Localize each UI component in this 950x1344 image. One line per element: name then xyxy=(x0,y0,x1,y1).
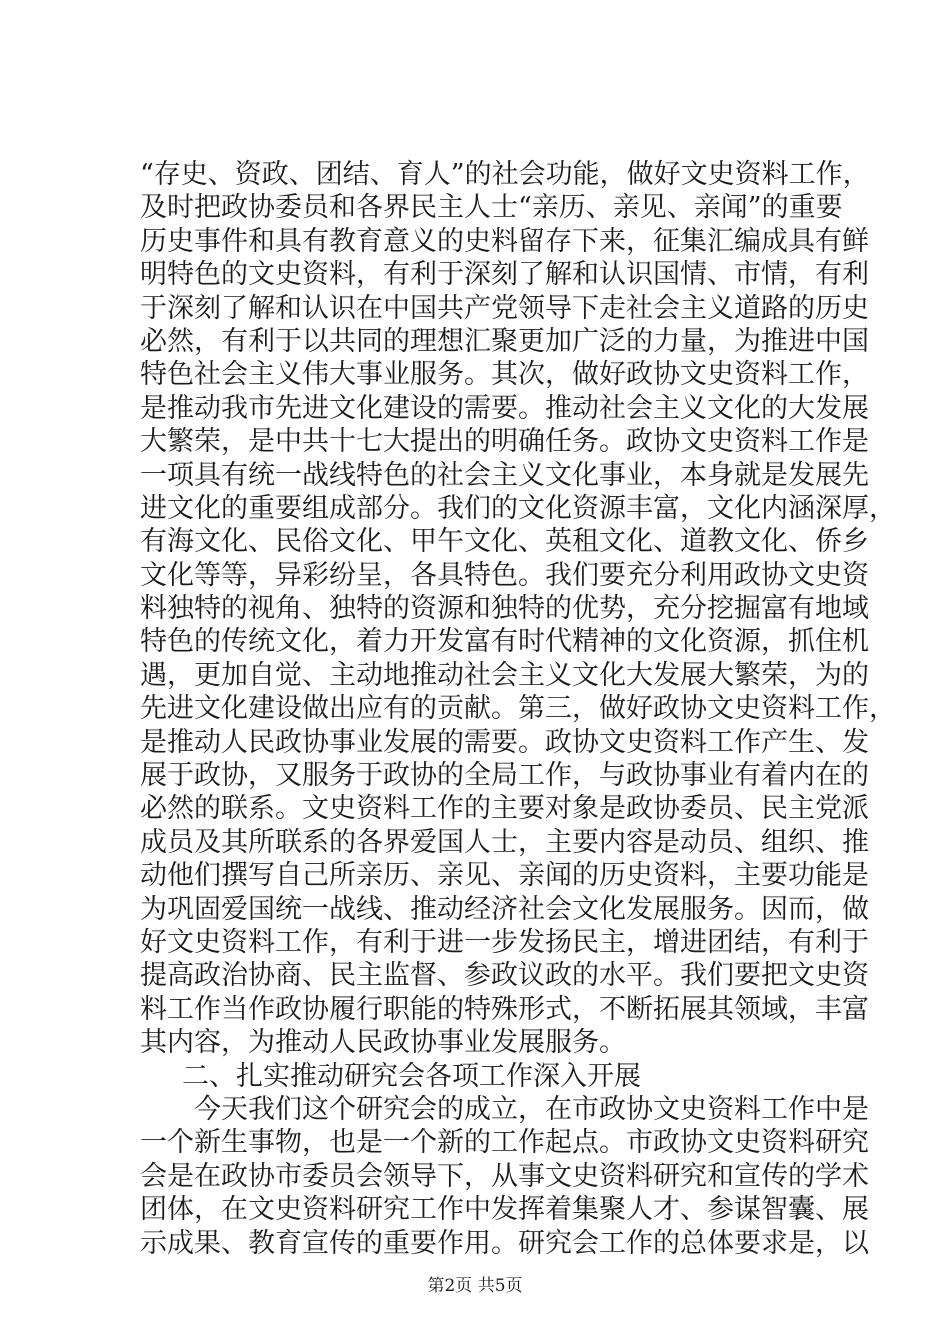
text-line: 提高政治协商、民主监督、参政议政的水平。我们要把文史资 xyxy=(140,960,869,992)
text-line: 一个新生事物，也是一个新的工作起点。市政协文史资料研究 xyxy=(140,1127,869,1159)
text-line: 示成果、教育宣传的重要作用。研究会工作的总体要求是，以 xyxy=(140,1227,869,1259)
text-line: 是推动人民政协事业发展的需要。政协文史资料工作产生、发 xyxy=(140,726,869,758)
text-line: 先进文化建设做出应有的贡献。第三，做好政协文史资料工作， xyxy=(140,693,896,725)
text-line: 其内容，为推动人民政协事业发展服务。 xyxy=(140,1027,626,1059)
text-line: 为巩固爱国统一战线、推动经济社会文化发展服务。因而，做 xyxy=(140,893,869,925)
text-line: 动他们撰写自己所亲历、亲见、亲闻的历史资料，主要功能是 xyxy=(140,860,869,892)
text-line: 今天我们这个研究会的成立，在市政协文史资料工作中是 xyxy=(194,1093,869,1125)
document-body xyxy=(140,158,896,1260)
text-line: 文化等等，异彩纷呈，各具特色。我们要充分利用政协文史资 xyxy=(140,559,869,591)
text-line: 于深刻了解和认识在中国共产党领导下走社会主义道路的历史 xyxy=(140,292,869,324)
page-number-footer: 第2页 共5页 xyxy=(427,1276,523,1296)
text-line: 成员及其所联系的各界爱国人士，主要内容是动员、组织、推 xyxy=(140,826,869,858)
text-line: 好文史资料工作，有利于进一步发扬民主，增进团结，有利于 xyxy=(140,926,869,958)
text-line: 特色的传统文化，着力开发富有时代精神的文化资源，抓住机 xyxy=(140,626,869,658)
text-line: 必然的联系。文史资料工作的主要对象是政协委员、民主党派 xyxy=(140,793,869,825)
text-line: 必然，有利于以共同的理想汇聚更加广泛的力量，为推进中国 xyxy=(140,325,869,357)
text-line: 及时把政协委员和各界民主人士“亲历、亲见、亲闻”的重要 xyxy=(140,192,843,224)
text-line: 有海文化、民俗文化、甲午文化、英租文化、道教文化、侨乡 xyxy=(140,526,869,558)
text-line: 展于政协，又服务于政协的全局工作，与政协事业有着内在的 xyxy=(140,760,869,792)
text-line: 料工作当作政协履行职能的特殊形式，不断拓展其领域，丰富 xyxy=(140,993,869,1025)
text-line: “存史、资政、团结、育人”的社会功能，做好文史资料工作， xyxy=(140,159,870,190)
text-line: 历史事件和具有教育意义的史料留存下来，征集汇编成具有鲜 xyxy=(140,225,869,257)
text-line: 一项具有统一战线特色的社会主义文化事业，本身就是发展先 xyxy=(140,459,869,491)
text-line: 遇，更加自觉、主动地推动社会主义文化大发展大繁荣，为的 xyxy=(140,659,869,691)
text-line: 料独特的视角、独特的资源和独特的优势，充分挖掘富有地域 xyxy=(140,593,869,625)
text-line: 会是在政协市委员会领导下，从事文史资料研究和宣传的学术 xyxy=(140,1160,869,1192)
text-line: 特色社会主义伟大事业服务。其次，做好政协文史资料工作， xyxy=(140,359,869,391)
text-line: 是推动我市先进文化建设的需要。推动社会主义文化的大发展 xyxy=(140,392,869,424)
text-line: 大繁荣，是中共十七大提出的明确任务。政协文史资料工作是 xyxy=(140,426,869,458)
text-line: 进文化的重要组成部分。我们的文化资源丰富，文化内涵深厚， xyxy=(140,492,896,524)
text-line: 团体，在文史资料研究工作中发挥着集聚人才、参谋智囊、展 xyxy=(140,1194,869,1226)
section-heading: 二、扎实推动研究会各项工作深入开展 xyxy=(182,1060,641,1092)
text-line: 明特色的文史资料，有利于深刻了解和认识国情、市情，有利 xyxy=(140,259,869,291)
